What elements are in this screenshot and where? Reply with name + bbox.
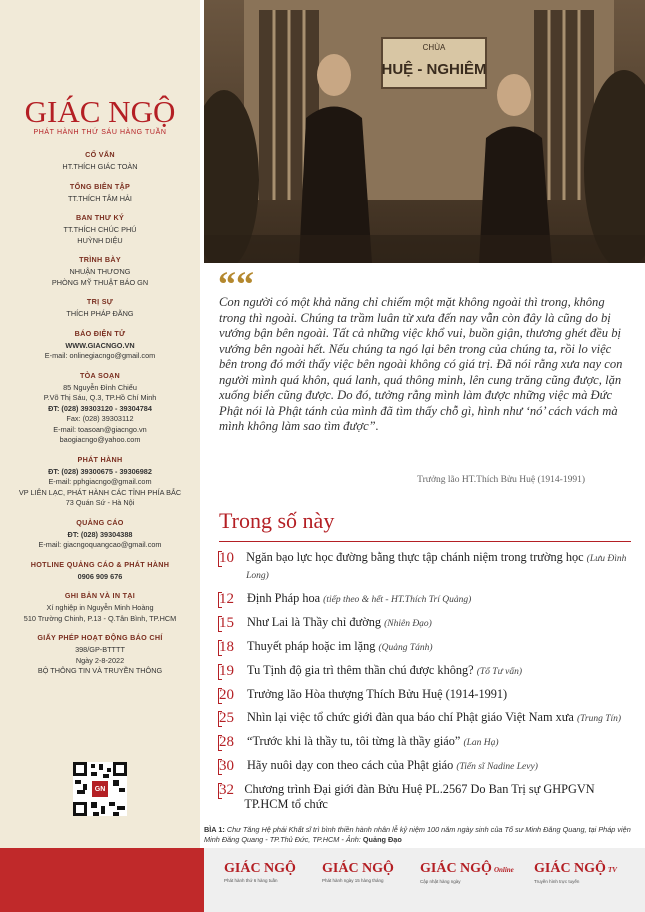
caption-text: Chư Tăng Hệ phái Khất sĩ trì bình thiền hành nhân lễ kỷ niệm 100 năm ngày sinh của Tổ sư Minh Đăng Quang, tại Pháp viện Minh Đăng Quang - TP.Thủ Đức, TP.HCM - Ảnh:	[204, 825, 631, 844]
masthead-label: QUẢNG CÁO	[76, 517, 124, 527]
footer-logo[interactable]	[420, 862, 514, 884]
monks-photo-illustration	[204, 0, 645, 263]
toc-entry-author: (Nhiên Đạo)	[384, 619, 432, 629]
masthead-line[interactable]: E-mail: giacngoquangcao@gmail.com	[38, 540, 162, 549]
toc-page-number: 18	[219, 639, 247, 655]
masthead-line: P.Võ Thị Sáu, Q.3, TP.Hồ Chí Minh	[43, 393, 157, 402]
masthead-line[interactable]: E-mail: onlinegiacngo@gmail.com	[44, 351, 156, 360]
masthead-section	[0, 297, 200, 320]
footer-logo-name	[534, 862, 617, 877]
footer-logo[interactable]	[322, 862, 394, 883]
toc-entry	[247, 734, 499, 751]
toc-item[interactable]	[219, 639, 639, 656]
footer-logos	[204, 848, 645, 912]
masthead-section	[0, 560, 200, 583]
toc-page-number: 25	[219, 710, 247, 726]
toc-entry-title: Định Pháp hoa	[247, 591, 321, 605]
toc-divider	[219, 541, 631, 542]
masthead-label: GIẤY PHÉP HOẠT ĐỘNG BÁO CHÍ	[37, 633, 163, 642]
masthead-line: Fax: (028) 39303112	[66, 414, 134, 423]
masthead-label: CỐ VẤN	[85, 150, 115, 159]
toc-entry-author: (Quảng Tánh)	[378, 643, 433, 653]
qr-module	[73, 762, 87, 776]
footer-logo-wordmark: GIÁC NGỘ	[224, 861, 296, 876]
toc-entry	[247, 663, 522, 680]
toc-item[interactable]	[219, 591, 639, 608]
toc-entry	[247, 615, 432, 632]
masthead-line[interactable]: baogiacngo@yahoo.com	[59, 435, 141, 444]
masthead-line: Xí nghiệp in Nguyễn Minh Hoàng	[46, 603, 154, 612]
toc-entry	[247, 710, 621, 727]
qr-module	[91, 764, 95, 768]
qr-module	[99, 764, 103, 770]
toc-item[interactable]	[219, 710, 639, 727]
footer-logo-wordmark: GIÁC NGỘ	[420, 861, 492, 876]
toc-entry-author: (Tổ Tư vấn)	[476, 667, 523, 677]
footer-logo[interactable]	[534, 862, 617, 884]
toc-entry	[244, 782, 639, 812]
qr-module	[119, 788, 125, 792]
qr-module	[91, 772, 97, 776]
footer-logo-wordmark: GIÁC NGỘ	[322, 861, 394, 876]
sign-main-text: HUỆ - NGHIÊM	[381, 61, 487, 78]
footer-logo-name	[322, 862, 394, 876]
masthead-line[interactable]: ĐT: (028) 39303120 - 39304784	[48, 403, 152, 413]
masthead-section	[0, 518, 200, 551]
footer-logo-sub: Truyền hình trực tuyến	[534, 879, 580, 884]
masthead-section	[0, 213, 200, 246]
masthead-line: 73 Quán Sứ - Hà Nội	[65, 498, 135, 507]
toc-entry-title: Trưởng lão Hòa thượng Thích Bửu Huệ (1914-1991)	[247, 687, 508, 701]
toc-page-number: 32	[219, 782, 244, 798]
toc-item[interactable]	[219, 615, 639, 632]
masthead-section	[0, 255, 200, 288]
masthead-line: 398/GP-BTTTT	[75, 645, 125, 654]
footer-logo-sub: Phát hành thứ 6 hàng tuần	[224, 878, 278, 883]
qr-code[interactable]	[73, 762, 127, 816]
qr-module	[117, 806, 125, 810]
toc-page-number: 20	[219, 687, 247, 703]
masthead-line[interactable]: ĐT: (028) 39300675 - 39306982	[48, 466, 152, 476]
qr-module	[113, 812, 119, 816]
giacngo-logo[interactable]	[0, 96, 200, 136]
footer-logo-suffix: TV	[607, 866, 617, 874]
logo-tagline: PHÁT HÀNH THỨ SÁU HÀNG TUẦN	[33, 129, 167, 136]
toc-entry-title: “Trước khi là thầy tu, tôi từng là thầy giáo”	[247, 734, 461, 748]
masthead-line[interactable]: ĐT: (028) 39304388	[67, 529, 133, 539]
masthead-line[interactable]: E-mail: pphgiacngo@gmail.com	[48, 477, 152, 486]
toc-entry-title: Tu Tịnh độ gia trì thêm thần chú được không?	[247, 663, 474, 677]
masthead-line: TT.THÍCH TÂM HẢI	[68, 193, 132, 203]
masthead-line: TT.THÍCH CHÚC PHÚ	[63, 225, 137, 234]
toc-page-number: 12	[219, 591, 247, 607]
toc-entry-title: Thuyết pháp hoặc im lặng	[247, 639, 376, 653]
masthead-section	[0, 182, 200, 205]
masthead-line[interactable]: WWW.GIACNGO.VN	[65, 340, 135, 350]
masthead-label: BÁO ĐIỆN TỬ	[74, 328, 126, 338]
masthead-line: 85 Nguyễn Đình Chiểu	[63, 382, 137, 392]
masthead-label: PHÁT HÀNH	[77, 454, 123, 464]
toc-page-number: 30	[219, 758, 247, 774]
masthead-line: THÍCH PHÁP ĐĂNG	[66, 309, 134, 318]
featured-quote: Con người có một khả năng chỉ chiếm một mặt không ngoài thì trong, không trong thì ngoài. Chúng ta trầm luân từ xưa đến nay vẫn còn đây là cũng do bị vướng bận bên ngoài. Tất cả những việc khổ vui, buồn giận, thương ghét đều bị vướng bên ngoài hết. Nếu chúng ta ngó lại bên trong của chúng ta, rồi lo việc bên trong đó mới thấy việc bên ngoài không có giá trị. Đã nói rằng xưa nay con người mình quá khôn, quá lanh, quá thông minh, lên cung trăng cũng được, lặn xuống biển cũng được. Do đó, tưởng rằng mình làm được những việc mà Đức Phật nói là Phật tánh của mình đã tìm thấy chỗ gì, hình như ‘nó’ cách vách mà mình không làm sao tìm được”.	[219, 295, 623, 433]
footer-logo-name	[420, 862, 514, 877]
masthead-section	[0, 150, 200, 173]
toc-entry-title: Ngăn bạo lực học đường bằng thực tập chánh niệm trong trường học	[246, 550, 584, 564]
toc-entry	[247, 591, 471, 608]
toc-page-number: 28	[219, 734, 247, 750]
toc-entry	[247, 639, 433, 656]
qr-module	[91, 802, 97, 808]
toc-entry-author: (Lưu Đình Long)	[246, 554, 627, 581]
masthead-label: TỔNG BIÊN TẬP	[69, 181, 131, 191]
qr-module	[101, 806, 105, 814]
footer-red-block	[0, 848, 204, 912]
toc-page-number: 19	[219, 663, 247, 679]
logo-wordmark: GIÁC NGỘ	[24, 94, 176, 129]
quote-author: Trưởng lão HT.Thích Bửu Huệ (1914-1991)	[417, 475, 585, 485]
qr-module	[93, 812, 99, 816]
masthead-line: HUỲNH DIỆU	[77, 235, 123, 245]
footer-logo-sub: Cập nhật hàng ngày	[420, 879, 461, 884]
masthead-label: HOTLINE QUẢNG CÁO & PHÁT HÀNH	[30, 559, 170, 569]
qr-module	[107, 768, 111, 772]
qr-badge: GN	[91, 780, 109, 798]
qr-module	[83, 784, 87, 790]
qr-module	[73, 802, 87, 816]
masthead-section	[0, 455, 200, 509]
caption-credit: Quảng Đạo	[362, 834, 402, 844]
masthead-line: 510 Trường Chinh, P.13 - Q.Tân Bình, TP.HCM	[23, 613, 177, 623]
masthead-section	[0, 633, 200, 677]
toc-entry-title: Hãy nuôi dạy con theo cách của Phật giáo	[247, 758, 454, 772]
quote-mark-icon: ““	[218, 264, 254, 304]
sign-top-text: CHÙA	[422, 43, 446, 52]
toc-item[interactable]	[219, 782, 639, 812]
toc-item[interactable]	[219, 663, 639, 680]
cover-caption	[204, 825, 634, 844]
toc-entry-title: Chương trình Đại giới đàn Bửu Huệ PL.2567 Do Ban Trị sự GHPGVN TP.HCM tổ chức	[244, 782, 595, 811]
qr-module	[77, 790, 85, 794]
masthead-line: BỘ THÔNG TIN VÀ TRUYỀN THÔNG	[37, 666, 163, 675]
table-of-contents	[219, 550, 639, 819]
masthead-label: TÒA SOẠN	[79, 370, 121, 380]
qr-module	[113, 762, 127, 776]
toc-entry	[246, 550, 639, 584]
toc-item[interactable]	[219, 758, 639, 775]
toc-entry-title: Như Lai là Thầy chỉ đường	[247, 615, 382, 629]
masthead-line: Ngày 2-8-2022	[75, 655, 125, 665]
toc-entry-author: (tiếp theo & hết - HT.Thích Trí Quảng)	[323, 595, 472, 605]
toc-entry	[247, 687, 507, 702]
footer-logo-name	[224, 862, 296, 876]
qr-module	[103, 774, 109, 778]
masthead-list	[0, 150, 200, 686]
toc-item[interactable]	[219, 734, 639, 751]
masthead-line: HT.THÍCH GIÁC TOÀN	[62, 162, 138, 171]
masthead-line: VP LIÊN LẠC, PHÁT HÀNH CÁC TỈNH PHÍA BẮC	[18, 487, 182, 497]
masthead-section	[0, 329, 200, 362]
toc-item[interactable]	[219, 687, 639, 703]
masthead-label: GHI BẢN VÀ IN TẠI	[64, 591, 136, 600]
footer-bar	[0, 848, 645, 912]
toc-entry-author: (Trung Tín)	[576, 714, 622, 724]
qr-module	[109, 802, 115, 806]
toc-entry-title: Nhìn lại việc tổ chức giới đàn qua báo chí Phật giáo Việt Nam xưa	[247, 710, 574, 724]
toc-title: Trong số này	[219, 508, 335, 533]
toc-entry-author: (Lan Hạ)	[463, 738, 499, 748]
masthead-line[interactable]: 0906 909 676	[77, 571, 123, 581]
footer-logo-wordmark: GIÁC NGỘ	[534, 861, 606, 876]
masthead-line[interactable]: E-mail: toasoan@giacngo.vn	[53, 424, 147, 434]
masthead-section	[0, 591, 200, 624]
toc-item[interactable]	[219, 550, 639, 584]
footer-logo-suffix: Online	[493, 866, 514, 874]
toc-page-number: 10	[219, 550, 246, 566]
qr-module	[75, 780, 81, 784]
masthead-label: TRỊ SỰ	[86, 297, 114, 306]
toc-entry-author: (Tiến sĩ Nadine Levy)	[456, 762, 538, 772]
caption-label: BÌA 1:	[204, 825, 225, 834]
masthead-section	[0, 371, 200, 446]
toc-entry	[247, 758, 538, 775]
masthead-line: NHUẬN THƯƠNG	[69, 267, 131, 276]
masthead-label: BAN THƯ KÝ	[75, 213, 125, 222]
masthead-label: TRÌNH BÀY	[79, 255, 121, 264]
qr-module	[113, 780, 119, 786]
footer-logo[interactable]	[224, 862, 296, 883]
cover-photo	[204, 0, 645, 263]
footer-logo-sub: Phát hành ngày 15 hàng tháng	[322, 878, 384, 883]
masthead-sidebar	[0, 0, 200, 848]
toc-page-number: 15	[219, 615, 247, 631]
masthead-line: PHÒNG MỸ THUẬT BÁO GN	[51, 277, 149, 287]
